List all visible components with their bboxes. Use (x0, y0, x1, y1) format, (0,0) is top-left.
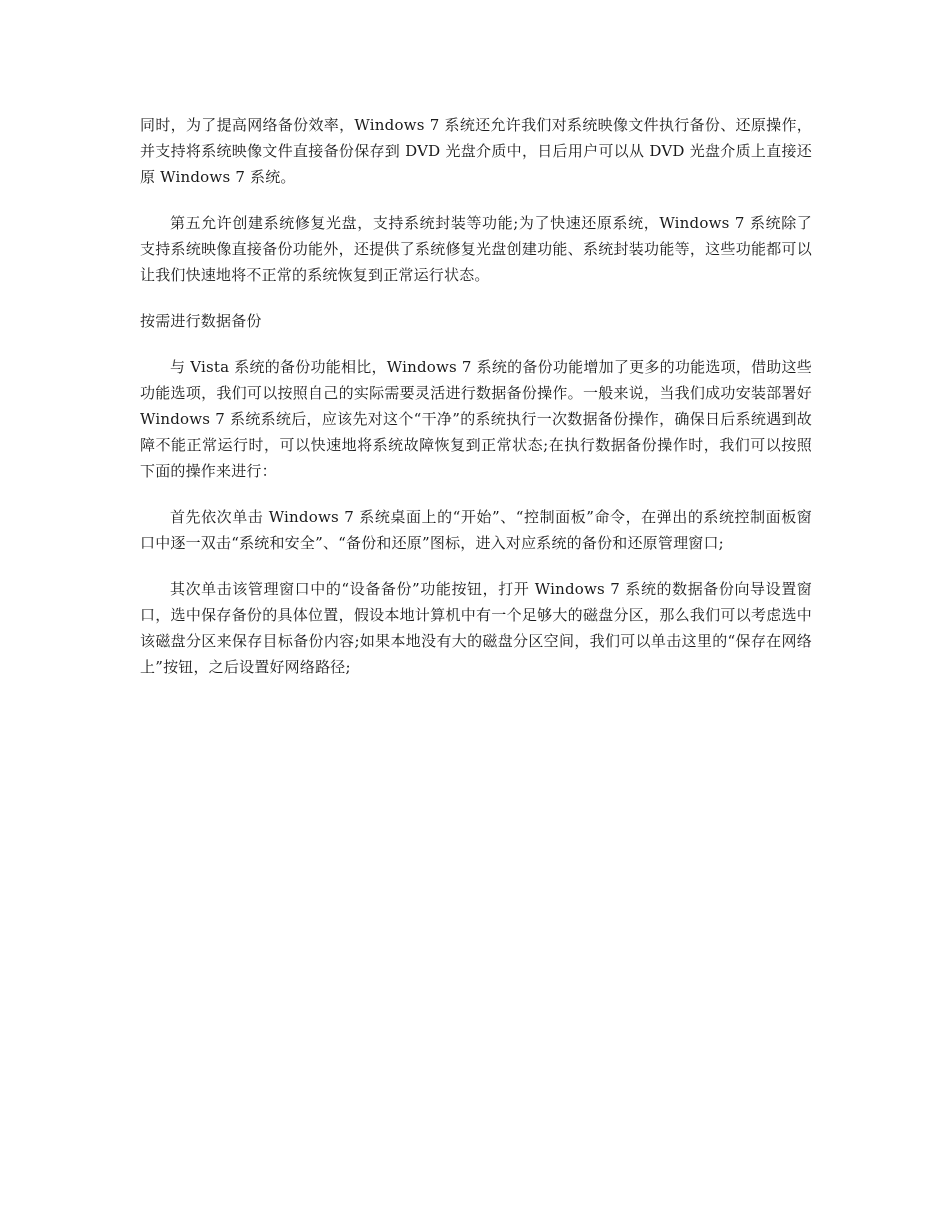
paragraph-repair-disc: 第五允许创建系统修复光盘，支持系统封装等功能;为了快速还原系统，Windows 7 系统除了支持系统映像直接备份功能外，还提供了系统修复光盘创建功能、系统封装功能等，这些功能都可以让我们快速地将不正常的系统恢复到正常运行状态。 (140, 214, 812, 284)
paragraph-step-backup-wizard: 其次单击该管理窗口中的“设备备份”功能按钮，打开 Windows 7 系统的数据备份向导设置窗口，选中保存备份的具体位置，假设本地计算机中有一个足够大的磁盘分区，那么我们可以考虑选中该磁盘分区来保存目标备份内容;如果本地没有大的磁盘分区空间，我们可以单击这里的“保存在网络上”按钮，之后设置好网络路径; (140, 580, 812, 676)
paragraph-step-control-panel: 首先依次单击 Windows 7 系统桌面上的“开始”、“控制面板”命令，在弹出的系统控制面板窗口中逐一双击“系统和安全”、“备份和还原”图标，进入对应系统的备份和还原管理窗口; (140, 508, 812, 552)
document-body (140, 112, 812, 700)
paragraph-backup-options: 与 Vista 系统的备份功能相比，Windows 7 系统的备份功能增加了更多的功能选项，借助这些功能选项，我们可以按照自己的实际需要灵活进行数据备份操作。一般来说，当我们成功安装部署好 Windows 7 系统系统后，应该先对这个“干净”的系统执行一次数据备份操作，确保日后系统遇到故障不能正常运行时，可以快速地将系统故障恢复到正常状态;在执行数据备份操作时，我们可以按照下面的操作来进行： (140, 358, 812, 480)
section-heading-on-demand-backup: 按需进行数据备份 (140, 312, 262, 330)
paragraph-image-backup-dvd: 同时，为了提高网络备份效率，Windows 7 系统还允许我们对系统映像文件执行备份、还原操作，并支持将系统映像文件直接备份保存到 DVD 光盘介质中，日后用户可以从 DVD 光盘介质上直接还原 Windows 7 系统。 (140, 116, 812, 186)
